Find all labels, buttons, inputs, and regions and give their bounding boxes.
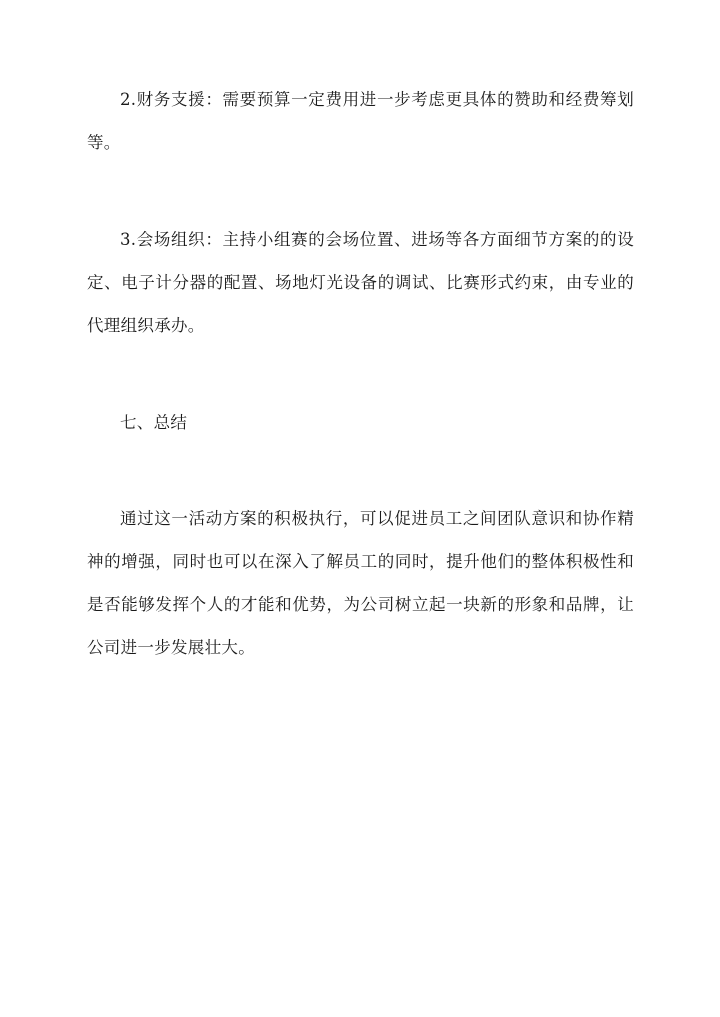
paragraph-finance-support: 2.财务支援：需要预算一定费用进一步考虑更具体的赞助和经费筹划等。 bbox=[87, 90, 634, 152]
section-heading-summary: 七、总结 bbox=[120, 413, 188, 432]
paragraph-venue-organization: 3.会场组织：主持小组赛的会场位置、进场等各方面细节方案的的设定、电子计分器的配置、场地灯光设备的调试、比赛形式约束，由专业的代理组织承办。 bbox=[87, 230, 634, 335]
paragraph-summary: 通过这一活动方案的积极执行，可以促进员工之间团队意识和协作精神的增强，同时也可以在深入了解员工的同时，提升他们的整体积极性和是否能够发挥个人的才能和优势，为公司树立起一块新的形象和品牌，让公司进一步发展壮大。 bbox=[87, 509, 634, 657]
